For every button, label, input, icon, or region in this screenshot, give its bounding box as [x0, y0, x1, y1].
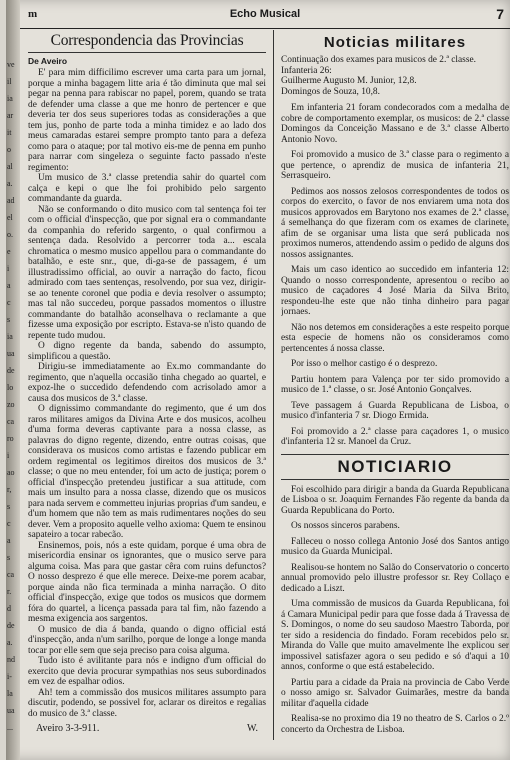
page-number: 7 [496, 6, 504, 22]
gutter-fragment: il [7, 77, 12, 86]
paragraph: Falleceu o nosso collega Antonio José dos Santos antigo musico da Guarda Municipal. [281, 536, 509, 557]
gutter-fragment: el [7, 213, 13, 222]
paragraph: Ensinemos, pois, nós a este quidam, porque é uma obra de misericordia ensinar os ignorantes, que o musico serve para alguma coisa. Mas para que gastar cêra com ruins defunctos? O nosso desprezo é que elle merece. Deixe-me porem acabar, porque ainda não fica terminada a minha narração. O dito official d'inspecção, exige que todos os musicos que dormem fóra do quartel, a licença passada para tal fim, não fazendo a mesma exigencia aos sargentos. [28, 540, 266, 624]
gutter-fragment: al [7, 162, 13, 171]
gutter-fragment: a [7, 536, 11, 545]
gutter-fragment: ar [7, 111, 14, 120]
paragraph: Pedimos aos nossos zelosos correspondentes de todos os corpos do exercito, o favor de nos enviarem uma nota dos musicos approvados em Barytono nos exames de 2.ª classe, á semelhança do que fizeram com os exames de clarinete, afim de se organisar uma lista que será publicada nos proximos numeros, attendendo assim o pedido de alguns dos nossos assignantes. [281, 186, 509, 260]
gutter-fragment: c [7, 298, 11, 307]
binding-gutter [6, 0, 20, 760]
paragraph: Continuação dos exames para musicos de 2.ª classe. [281, 55, 476, 65]
gutter-fragment: i- [7, 672, 12, 681]
paragraph: Tudo isto é avilitante para nós e indigno d'um official do exercito que devia procurar sympathias nos seus subordinados em vez de espalhar odios. [28, 656, 266, 687]
gutter-fragment: s [7, 315, 11, 324]
paragraph: Infanteria 26: [281, 65, 332, 76]
newspaper-page [6, 0, 510, 760]
gutter-fragment: a. [7, 179, 13, 188]
military-news-body [281, 103, 509, 448]
gutter-fragment: ca [7, 417, 15, 426]
paragraph: Uma commissão de musicos da Guarda Republicana, foi á Camara Municipal pedir para que fosse dada á Travessa de S. Domingos, o nome do seu saudoso Maestro Taborda, por ter sido a residencia do findado. Foram recebidos pelo sr. Miranda do Valle que muito amavelmente lhe explicou ser impossivel satisfazer agora o seu pedido e só d'aqui a 10 annos, conforme o que está estabelecido. [281, 599, 509, 672]
paragraph: Mais um caso identico ao succedido em infanteria 12: Quando o nosso correspondente, apresentou o recibo ao musico de caçadores 4 José Maria da Silva Brito, respondeu-lhe este que não tinha dinheiro para pagar jornaes. [281, 265, 509, 317]
right-column [281, 32, 509, 750]
gutter-fragment: a. [7, 638, 13, 647]
paragraph: Por isso o melhor castigo é o desprezo. [291, 359, 438, 369]
gutter-fragment: r, [7, 485, 12, 494]
paragraph: O musico de dia á banda, quando o digno official está d'inspecção, anda n'um sarilho, porque de longe a longe manda tocar por elle sem que seja preciso para coisa alguma. [28, 624, 266, 656]
paragraph: Partiu hontem para Valença por ter sido promovido a musico de 1.ª classe, o sr. José Antonio Gonçalves. [281, 374, 509, 395]
paragraph: Foi promovido a 2.ª classe para caçadores 1, o musico d'infanteria 12 sr. Manoel da Cruz. [281, 426, 509, 447]
gutter-fragment: ia [7, 332, 13, 341]
gutter-fragment: s [7, 502, 11, 511]
gutter-fragment: o [7, 145, 11, 154]
gutter-fragment: zo [7, 400, 15, 409]
paragraph: Um musico de 3.ª classe pretendia sahir do quartel com calça e kepi o que lhe foi prohibido pelo sargento commandante da guarda. [28, 173, 266, 204]
paragraph: Partiu para a cidade da Praia na provincia de Cabo Verde o nosso amigo sr. Salvador Guimarães, mestre da banda militar d'aquella cidade [281, 677, 509, 709]
section-title-correspondencia: Correspondencia das Provincias [28, 32, 266, 53]
gutter-fragment: d [7, 604, 11, 613]
paragraph: O digno regente da banda, sabendo do assumpto, simplificou a questão. [28, 341, 266, 362]
exam-results-block [281, 55, 509, 97]
paragraph: Não nos detemos em considerações a este respeito porque esta especie de homens não os consideramos como pertencentes á nossa classe. [281, 322, 509, 354]
gutter-fragment: nd [7, 655, 15, 664]
left-column [28, 32, 266, 750]
gutter-fragment: lo [7, 383, 14, 392]
paragraph: Ah! tem a commissão dos musicos militares assumpto para discutir, podendo, se possivel for, aclarar os direitos e regalias do musico de 3.ª classe. [28, 687, 266, 719]
gutter-fragment: s [7, 553, 11, 562]
gutter-fragment: la [7, 689, 13, 698]
paragraph: Os nossos sinceros parabens. [291, 521, 400, 531]
gutter-fragment: ca [7, 570, 15, 579]
paragraph: Realisou-se hontem no Salão do Conservatorio o concerto annual promovido pelo illustre professor sr. Rey Collaço e dedicado a Liszt. [281, 562, 509, 594]
page-header [20, 6, 510, 29]
header-title: Echo Musical [229, 8, 301, 20]
paragraph: Em infanteria 21 foram condecorados com a medalha de cobre de comportamento exemplar, os musicos: de 2.ª classe Domingos da Conceição Massano e de 3.ª classe Alberto Antonio Novo. [281, 103, 509, 145]
gutter-fragment: de [7, 366, 15, 375]
gutter-fragment: ao [7, 468, 15, 477]
gutter-fragment: i [7, 451, 10, 460]
paragraph: Não se conformando o dito musico com tal sentença foi ter com o official d'inspecção, que por signal era o commandante da companhia do referido sargento, o qual confirmou a sentença dada. Resolvido a percorrer toda a... escala chromatica o mesmo musico appellou para o commandante do batalhão, e este snr., que, di-ga-se de passagem, é um illustradissimo official, ao ouvir a narração do facto, ficou admirado com taes sentenças, resolvendo, por sua vez, dirigir-se ao tenente coronel que podia e devia resolver o assumpto; mas tal não succedeu, porque passados momentos o illustre commandante do batalhão aconselhava o reclamante a que fizesse uma exposição por escripto. Estava-se n'isto quando de repente tudo mudou. [28, 204, 266, 341]
paragraph: O dignissimo commandante do regimento, que é um dos raros militares amigos da Divina Arte e dos musicos, acolheu d'uma forma deveras captivante para a nossa classe, as palavras do digno regente, dizendo, entre outras coisas, que considerava os musicos como artistas e fazendo publicar em ordem regimental os legitimos direitos dos musicos de 3.ª classe; o que no meu entender, foi um acto de justiça; porem o official d'inspecção pretendeu justificar a sua attitude, com mais um insulto para a nossa classe, dizendo que os musicos para nada servem e commetteu injurias proprias d'um sandeu, e d'um homem que não tem as mais rudimentares noções do seu dever. Vem a proposito aquelle velho axioma: Quem te ensinou sapateiro a tocar rabecão. [28, 404, 266, 540]
header-left-mark: m [28, 8, 38, 20]
paragraph: Realisa-se no proximo dia 19 no theatro de S. Carlos o 2.º concerto da Orchestra de Lisboa. [281, 714, 509, 735]
paragraph: Domingos de Souza, 10,8. [281, 86, 380, 97]
gutter-fragment: e [7, 247, 11, 256]
gutter-fragment: ... [7, 723, 13, 732]
column-divider [273, 30, 274, 740]
gutter-fragment: ua [7, 349, 15, 358]
gutter-fragment: o. [7, 230, 13, 239]
section-title-noticias-militares: Noticias militares [323, 34, 467, 51]
gutter-fragment: it [7, 128, 12, 137]
left-article-body [28, 68, 266, 719]
gutter-fragment: ad [7, 196, 15, 205]
gutter-fragment: ia [7, 94, 13, 103]
gutter-fragment: c [7, 519, 11, 528]
noticiario-body [281, 485, 509, 736]
gutter-fragment: i [7, 264, 10, 273]
subhead-aveiro: De Aveiro [28, 56, 68, 66]
paragraph: E' para mim difficilimo escrever uma carta para um jornal, porque a minha bagagem litte aria é tão diminuta que mal sei pegar na penna para rabiscar no papel, porem, quando se trata de defender uma classe a que me honro de pertencer e que deveria ter dos seus superiores todas as considerações a que tem jus, ponho de parte toda a minha timidez e ao lado dos meus camaradas estarei sempre prompto tanto para a defeza como para o ataque; por tal motivo eis-me de penna em punho para narrar com singeleza o seguinte facto passado n'este regimento: [28, 68, 266, 173]
paragraph: Foi escolhido para dirigir a banda da Guarda Republicana de Lisboa o sr. Joaquim Fernandes Fão regente da banda da Guarda Republicana do Porto. [281, 484, 509, 516]
signoff-initial: W. [246, 723, 258, 734]
paragraph: Teve passagem á Guarda Republicana de Lisboa, o musico d'infanteria 7 sr. Diogo Ermida. [281, 400, 509, 421]
gutter-fragment: ro [7, 434, 14, 443]
section-title-noticiario: NOTICIARIO [281, 454, 509, 480]
paragraph: Dirigiu-se immediatamente ao Ex.mo commandante do regimento, que n'aquella occasião tinha chegado ao quartel, e expoz-lhe o succedido defendendo com acrisolado amor a causa dos musicos de 3.ª classe. [28, 362, 266, 404]
signoff-place-date: Aveiro 3-3-911. [36, 723, 100, 734]
gutter-fragment: a [7, 281, 11, 290]
paragraph: Guilherme Augusto M. Junior, 12,8. [281, 76, 417, 86]
paragraph: Foi promovido a musico de 3.ª classe para o regimento a que pertence, o aprendiz de musica de infanteria 21, Serrasqueiro. [281, 150, 509, 181]
signoff [28, 719, 266, 734]
gutter-fragment: r. [7, 587, 12, 596]
gutter-fragment: ve [7, 60, 15, 69]
gutter-fragment: ua [7, 706, 15, 715]
gutter-fragment: de [7, 621, 15, 630]
